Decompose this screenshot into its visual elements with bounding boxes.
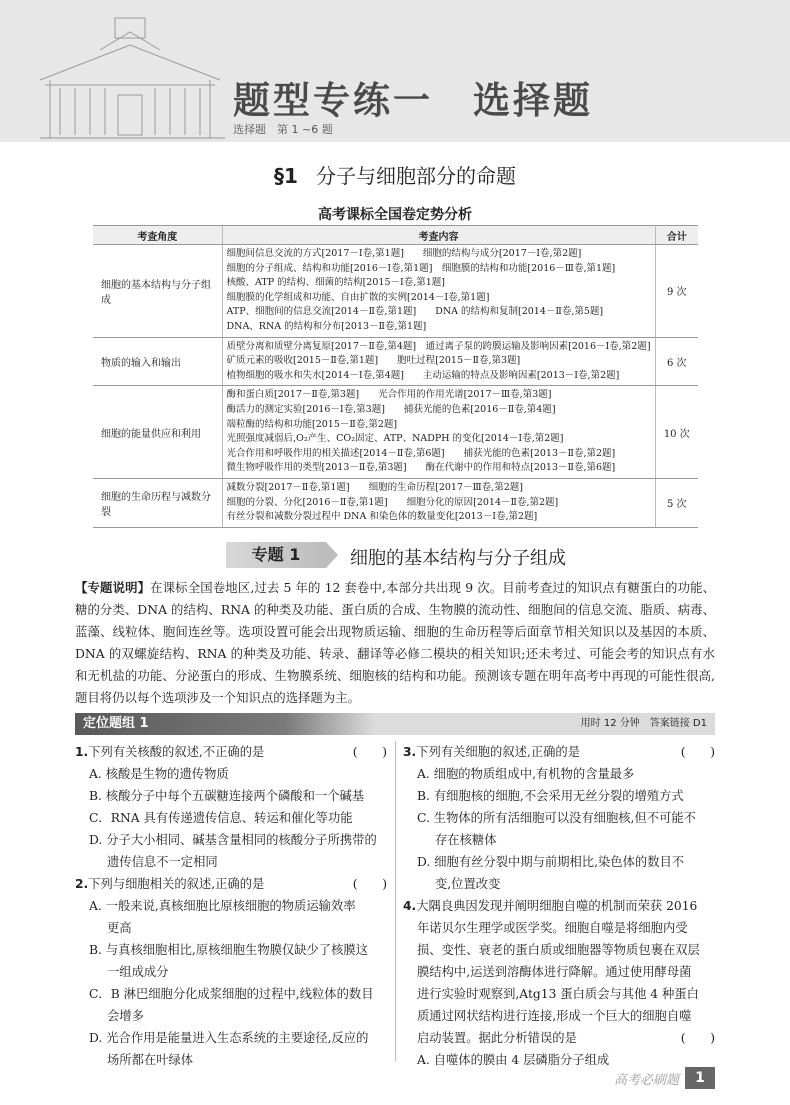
total-cell: 5 次 (655, 478, 698, 527)
topic-heading (226, 542, 646, 568)
question-2 (75, 873, 387, 1071)
question-text-line: 年诺贝尔生理学或医学奖。细胞自噬是将细胞内受 (417, 921, 688, 935)
option-a-text: A. 一般来说,真核细胞比原核细胞的物质运输效率 (89, 899, 356, 913)
question-text: 下列有关核酸的叙述,不正确的是 (88, 745, 265, 759)
topic-title: 细胞的基本结构与分子组成 (350, 548, 566, 569)
question-1 (75, 741, 387, 873)
column-header: 考查内容 (222, 226, 655, 245)
option-d-continued: 变,位置改变 (435, 877, 501, 891)
content-line: 植物细胞的吸水和失水[2014－Ⅰ卷,第4题] 主动运输的特点及影响因素[2013－Ⅰ卷,第2题] (226, 369, 620, 381)
question-number: 2. (75, 877, 89, 891)
content-line: 细胞间信息交流的方式[2017－Ⅰ卷,第1题] 细胞的结构与成分[2017－Ⅰ卷,第2题] (226, 248, 582, 259)
table-row (93, 386, 698, 479)
question-4 (403, 895, 715, 1071)
group-meta (581, 713, 707, 735)
header-banner (0, 0, 790, 142)
question-number: 1. (75, 745, 89, 759)
group-title: 定位题组 1 (75, 713, 375, 735)
question-number: 3. (403, 745, 417, 759)
table-row (93, 337, 698, 386)
content-line: 质壁分离和质壁分离复原[2017－Ⅱ卷,第4题] 通过离子泵的跨膜运输及影响因素[2016－Ⅰ卷,第2题] (226, 340, 651, 352)
question-text-line: 损、变性、衰老的蛋白质或细胞器等物质包裹在双层 (417, 943, 700, 957)
option-c-text: C. 生物体的所有活细胞可以没有细胞核,但不可能不 (417, 811, 696, 825)
topic-label: 专题 1 (226, 542, 326, 568)
option-d-text: D. 光合作用是能量进入生态系统的主要途径,反应的 (89, 1031, 369, 1045)
answer-blank: ( ) (680, 1031, 715, 1045)
question-text-line: 膜结构中,运送到溶酶体进行降解。通过使用酵母菌 (417, 965, 692, 979)
content-line: 矿质元素的吸收[2015－Ⅱ卷,第1题] 胞吐过程[2015－Ⅱ卷,第3题] (226, 355, 521, 367)
question-stem (75, 741, 387, 763)
option-a-continued: 更高 (107, 921, 132, 935)
total-cell: 6 次 (655, 337, 698, 386)
option-c: C．RNA 具有传递遗传信息、转运和催化等功能 (89, 811, 353, 825)
option-a: A. 自噬体的膜由 4 层磷脂分子组成 (417, 1053, 610, 1067)
page-title: 题型专练一 选择题 (233, 79, 593, 122)
content-line: 微生物呼吸作用的类型[2013－Ⅱ卷,第3题] 酶在代谢中的作用和特点[2013－Ⅱ卷,第6题] (226, 462, 616, 474)
angle-cell: 细胞的基本结构与分子组成 (93, 245, 222, 338)
answer-blank: ( ) (352, 877, 387, 891)
question-stem (403, 895, 715, 917)
building-sketch-illustration (30, 10, 230, 140)
option-d-text: D. 细胞有丝分裂中期与前期相比,染色体的数目不 (417, 855, 685, 869)
content-line: ATP、细胞间的信息交流[2014－Ⅱ卷,第1题] DNA 的结构和复制[2014－Ⅱ卷,第5题] (226, 306, 604, 318)
question-3 (403, 741, 715, 895)
option-b-text: B. 与真核细胞相比,原核细胞生物膜仅缺少了核膜这 (89, 943, 368, 957)
time-label: 用时 12 分钟 (580, 718, 640, 729)
option-c-continued: 会增多 (107, 1009, 144, 1023)
content-line: 减数分裂[2017－Ⅱ卷,第1题] 细胞的生命历程[2017－Ⅲ卷,第2题] (226, 481, 523, 493)
section-title-text: 分子与细胞部分的命题 (315, 164, 516, 188)
content-line: DNA、RNA 的结构和分布[2013－Ⅱ卷,第1题] (226, 320, 427, 332)
content-line: 光合作用和呼吸作用的相关描述[2014－Ⅱ卷,第6题] 捕获光能的色素[2013－Ⅱ卷,第2题] (226, 447, 616, 459)
option-b (75, 939, 387, 983)
option-d-continued: 遗传信息不一定相同 (107, 855, 218, 869)
content-line: 端粒酶的结构和功能[2015－Ⅱ卷,第2题] (226, 418, 398, 430)
question-number: 4. (403, 899, 417, 913)
content-line: 酶活力的测定实验[2016－Ⅰ卷,第3题] 捕获光能的色素[2016－Ⅱ卷,第4题] (226, 403, 556, 415)
column-header: 考查角度 (93, 226, 222, 245)
question-text-line: 质通过网状结构进行连接,形成一个巨大的细胞自噬 (417, 1009, 692, 1023)
content-line: 细胞膜的化学组成和功能、自由扩散的实例[2014－Ⅰ卷,第1题] (226, 291, 490, 303)
option-c (75, 983, 387, 1027)
option-c-continued: 存在核糖体 (435, 833, 497, 847)
analysis-table-title: 高考课标全国卷定势分析 (318, 207, 472, 223)
section-number: §1 (274, 164, 298, 188)
topic-arrow-icon (326, 542, 338, 568)
option-b: B. 有细胞核的细胞,不会采用无丝分裂的增殖方式 (417, 789, 684, 803)
content-cell (222, 337, 655, 386)
answer-blank: ( ) (680, 745, 715, 759)
table-row (93, 478, 698, 527)
content-cell (222, 245, 655, 338)
question-text-line: 启动装置。据此分析错误的是 (417, 1031, 577, 1045)
angle-cell: 细胞的能量供应和利用 (93, 386, 222, 479)
description-tag: 【专题说明】 (75, 580, 151, 595)
option-d-text: D. 分子大小相同、碱基含量相同的核酸分子所携带的 (89, 833, 377, 847)
option-a: A. 核酸是生物的遗传物质 (89, 767, 229, 781)
content-line: 有丝分裂和减数分裂过程中 DNA 和染色体的数量变化[2013－Ⅰ卷,第2题] (226, 511, 538, 523)
table-row (93, 245, 698, 338)
option-c-text: C．B 淋巴细胞分化成浆细胞的过程中,线粒体的数目 (89, 987, 374, 1001)
answer-link[interactable]: 答案链接 D1 (649, 718, 707, 729)
content-cell (222, 478, 655, 527)
question-column-right (403, 741, 715, 1071)
column-divider (395, 741, 396, 1061)
page-subtitle: 选择题 第 1 ~6 题 (233, 123, 333, 136)
question-stem (403, 741, 715, 763)
topic-description (75, 577, 715, 709)
angle-cell: 物质的输入和输出 (93, 337, 222, 386)
page-footer (614, 1067, 715, 1089)
question-text-line: 大隅良典因发现并阐明细胞自噬的机制而荣获 2016 (416, 899, 698, 913)
option-a (75, 895, 387, 939)
option-d (75, 1027, 387, 1071)
option-b-continued: 一组成成分 (107, 965, 169, 979)
content-cell (222, 386, 655, 479)
table-header-row (93, 226, 698, 245)
exercise-group-bar (75, 713, 715, 735)
question-text: 下列与细胞相关的叙述,正确的是 (88, 877, 265, 891)
option-a: A. 细胞的物质组成中,有机物的含量最多 (417, 767, 635, 781)
question-text-line: 进行实验时观察到,Atg13 蛋白质会与其他 4 种蛋白 (417, 987, 699, 1001)
question-column-left (75, 741, 387, 1071)
page-number: 1 (685, 1067, 715, 1089)
section-title (0, 160, 790, 189)
column-header: 合计 (655, 226, 698, 245)
option-c (403, 807, 715, 851)
answer-blank: ( ) (352, 745, 387, 759)
total-cell: 9 次 (655, 245, 698, 338)
content-line: 核酸、ATP 的结构、细菌的结构[2015－Ⅰ卷,第1题] (226, 277, 446, 289)
option-d-continued: 场所都在叶绿体 (107, 1053, 194, 1067)
question-text-last-line (403, 1027, 715, 1049)
content-line: 光照强度减弱后,O₂产生、CO₂固定、ATP、NADPH 的变化[2014－Ⅰ卷,第2题] (226, 433, 564, 445)
option-d (403, 851, 715, 895)
content-line: 酶和蛋白质[2017－Ⅱ卷,第3题] 光合作用的作用光谱[2017－Ⅲ卷,第3题] (226, 389, 552, 401)
question-text: 下列有关细胞的叙述,正确的是 (416, 745, 581, 759)
option-b: B. 核酸分子中每个五碳糖连接两个磷酸和一个碱基 (89, 789, 365, 803)
angle-cell: 细胞的生命历程与减数分裂 (93, 478, 222, 527)
content-line: 细胞的分子组成、结构和功能[2016－Ⅰ卷,第1题] 细胞膜的结构和功能[2016－Ⅲ卷,第1题] (226, 262, 616, 274)
total-cell: 10 次 (655, 386, 698, 479)
description-text: 在课标全国卷地区,过去 5 年的 12 套卷中,本部分共出现 9 次。目前考查过的知识点有糖蛋白的功能、糖的分类、DNA 的结构、RNA 的种类及功能、蛋白质的合成、生物膜的流动性、细胞间的信息交流、脂质、病毒、蓝藻、线粒体、胞间连丝等。选项设置可能会出现物质运输、细胞的生命历程等后面章节相关知识以及基因的本质、DNA 的双螺旋结构、RNA 的种类及功能、转录、翻译等必修二模块的相关知识;还未考过、可能会考的知识点有水和无机盐的功能、分泌蛋白的形成、生物膜系统、细胞核的结构和功能。预测该专题在明年高考中再现的可能性很高,题目将仍以每个选项涉及一个知识点的选择题为主。 (75, 580, 716, 705)
question-stem (75, 873, 387, 895)
analysis-table (93, 225, 698, 528)
content-line: 细胞的分裂、分化[2016－Ⅱ卷,第1题] 细胞分化的原因[2014－Ⅱ卷,第2题] (226, 496, 559, 508)
footer-book-title: 高考必刷题 (613, 1072, 679, 1088)
option-d (75, 829, 387, 873)
